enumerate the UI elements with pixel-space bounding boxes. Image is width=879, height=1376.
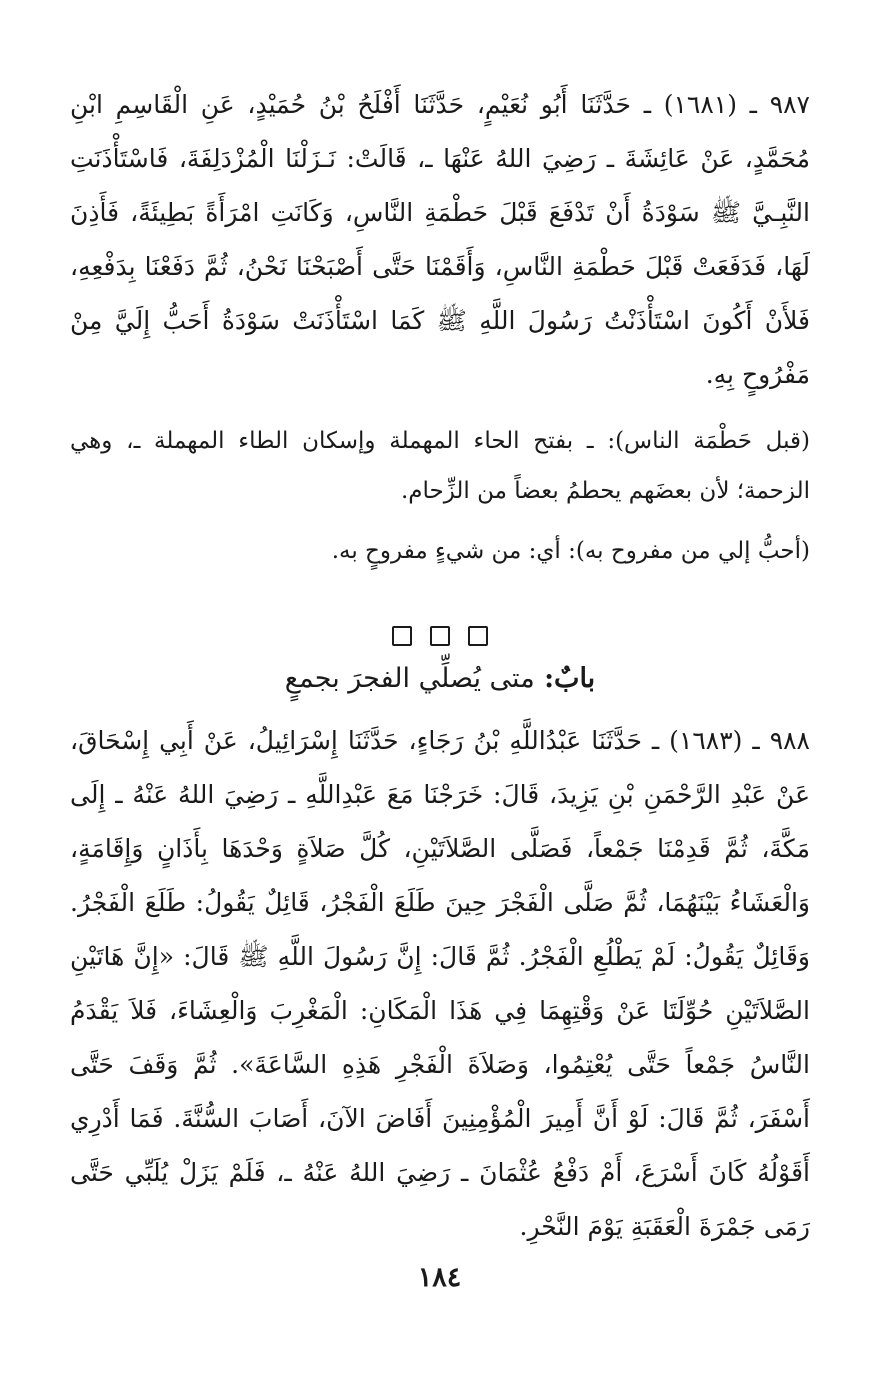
- divider-square-icon: [468, 626, 488, 646]
- commentary-ahabbu-ilayya: (أحبُّ إلي من مفروح به): أي: من شيءٍ مفروحٍ به.: [331, 538, 810, 564]
- chapter-heading: [70, 654, 810, 704]
- page-body: [70, 78, 810, 1254]
- chapter-label: بابٌ:: [544, 663, 596, 694]
- divider-square-icon: [392, 626, 412, 646]
- section-divider: [70, 626, 810, 646]
- hadith-987: ٩٨٧ ـ (١٦٨١) ـ حَدَّثَنَا أَبُو نُعَيْمٍ، حَدَّثَنَا أَفْلَحُ بْنُ حُمَيْدٍ، عَنِ الْقَاسِمِ ابْنِ مُحَمَّدٍ، عَنْ عَائِشَةَ ـ رَضِيَ اللهُ عَنْهَا ـ، قَالَتْ: نَـزَلْنَا الْمُزْدَلِفَةَ، فَاسْتَأْذَنَتِ النَّبِـيَّ ﷺ سَوْدَةُ أَنْ تَدْفَعَ قَبْلَ حَطْمَةِ النَّاسِ، وَكَانَتِ امْرَأَةً بَطِيئَةً، فَأَذِنَ لَهَا، فَدَفَعَتْ قَبْلَ حَطْمَةِ النَّاسِ، وَأَقَمْنَا حَتَّى أَصْبَحْنَا نَحْنُ، ثُمَّ دَفَعْنَا بِدَفْعِهِ، فَلأَنْ أَكُونَ اسْتَأْذَنْتُ رَسُولَ اللَّهِ ﷺ كَمَا اسْتَأْذَنَتْ سَوْدَةُ أَحَبُّ إِلَيَّ مِنْ مَفْرُوحٍ بِهِ.: [70, 90, 810, 389]
- chapter-title: متى يُصلِّي الفجرَ بجمعٍ: [284, 663, 535, 694]
- divider-square-icon: [430, 626, 450, 646]
- commentary-hatmat-annas: (قبل حَطْمَة الناس): ـ بفتح الحاء المهملة وإسكان الطاء المهملة ـ، وهي الزحمة؛ لأن بعضَهم يحطمُ بعضاً من الزِّحام.: [70, 428, 810, 504]
- page-number: ١٨٤: [417, 1262, 462, 1293]
- hadith-988: ٩٨٨ ـ (١٦٨٣) ـ حَدَّثَنَا عَبْدُاللَّهِ بْنُ رَجَاءٍ، حَدَّثَنَا إِسْرَائِيلُ، عَنْ أَبِي إِسْحَاقَ، عَنْ عَبْدِ الرَّحْمَنِ بْنِ يَزِيدَ، قَالَ: خَرَجْنَا مَعَ عَبْدِاللَّهِ ـ رَضِيَ اللهُ عَنْهُ ـ إِلَى مَكَّةَ، ثُمَّ قَدِمْنَا جَمْعاً، فَصَلَّى الصَّلاَتَيْنِ، كُلَّ صَلاَةٍ وَحْدَهَا بِأَذَانٍ وَإِقَامَةٍ، وَالْعَشَاءُ بَيْنَهُمَا، ثُمَّ صَلَّى الْفَجْرَ حِينَ طَلَعَ الْفَجْرُ، قَائِلٌ يَقُولُ: طَلَعَ الْفَجْرُ. وَقَائِلٌ يَقُولُ: لَمْ يَطْلُعِ الْفَجْرُ. ثُمَّ قَالَ: إِنَّ رَسُولَ اللَّهِ ﷺ قَالَ: «إِنَّ هَاتَيْنِ الصَّلاَتَيْنِ حُوِّلَتَا عَنْ وَقْتِهِمَا فِي هَذَا الْمَكَانِ: الْمَغْرِبَ وَالْعِشَاءَ، فَلاَ يَقْدَمُ النَّاسُ جَمْعاً حَتَّى يُعْتِمُوا، وَصَلاَةَ الْفَجْرِ هَذِهِ السَّاعَةَ». ثُمَّ وَقَفَ حَتَّى أَسْفَرَ، ثُمَّ قَالَ: لَوْ أَنَّ أَمِيرَ الْمُؤْمِنِينَ أَفَاضَ الآنَ، أَصَابَ السُّنَّةَ. فَمَا أَدْرِي أَقَوْلُهُ كَانَ أَسْرَعَ، أَمْ دَفْعُ عُثْمَانَ ـ رَضِيَ اللهُ عَنْهُ ـ، فَلَمْ يَزَلْ يُلَبِّي حَتَّى رَمَى جَمْرَةَ الْعَقَبَةِ يَوْمَ النَّحْرِ.: [70, 726, 810, 1241]
